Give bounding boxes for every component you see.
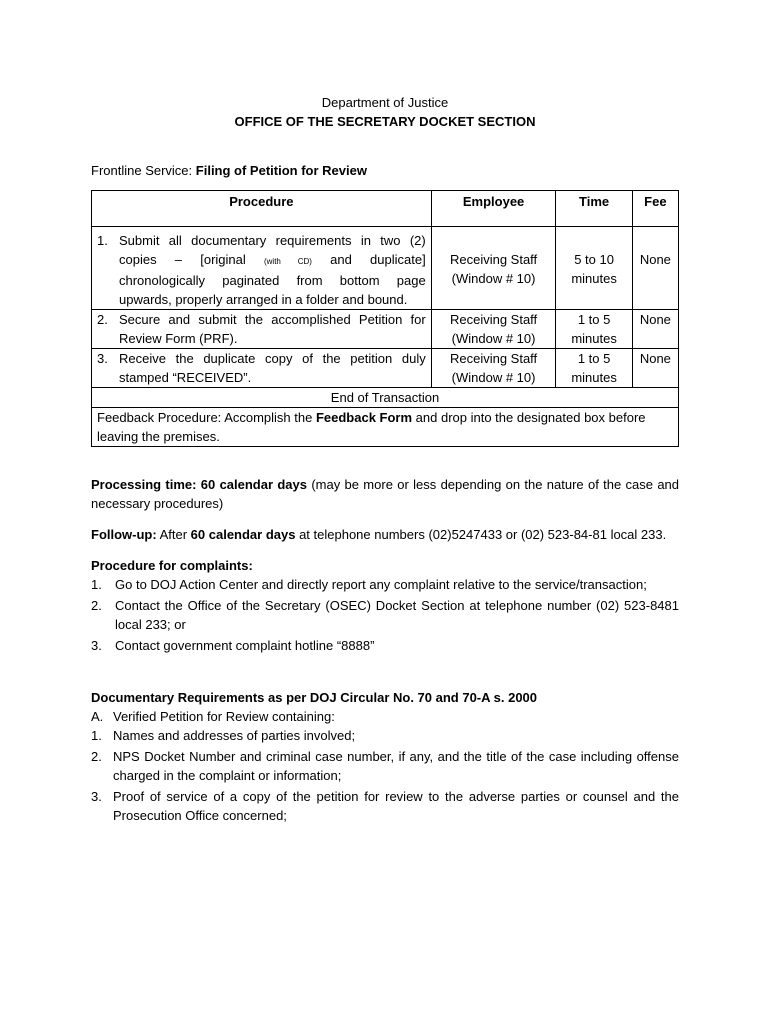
header-fee: Fee	[632, 191, 678, 227]
procedure-cell	[92, 349, 432, 388]
step-number: 1.	[97, 233, 108, 248]
employee-cell: Receiving Staff (Window # 10)	[431, 349, 556, 388]
requirements-a	[91, 707, 679, 726]
feedback-row	[92, 408, 679, 447]
step-text: Receive the duplicate copy of the petition duly stamped “RECEIVED”.	[119, 351, 426, 385]
item-text: Verified Petition for Review containing:	[113, 709, 335, 724]
header-employee: Employee	[431, 191, 556, 227]
item-number: 1.	[91, 728, 102, 743]
end-transaction: End of Transaction	[92, 388, 679, 408]
employee-cell: Receiving Staff (Window # 10)	[431, 310, 556, 349]
fee-cell: None	[632, 227, 678, 310]
step-number: 2.	[97, 312, 108, 327]
requirements-list	[91, 726, 679, 825]
item-text: NPS Docket Number and criminal case number, if any, and the title of the case including offense charged in the complaint or information;	[113, 749, 679, 783]
item-number: 3.	[91, 789, 102, 804]
item-number: 3.	[91, 638, 102, 653]
table-header-row	[92, 191, 679, 227]
frontline-service-name: Filing of Petition for Review	[195, 163, 367, 178]
processing-time	[91, 475, 679, 513]
list-item	[91, 747, 679, 785]
step-text	[119, 231, 426, 309]
complaints-title: Procedure for complaints:	[91, 558, 253, 573]
table-row	[92, 227, 679, 310]
header-procedure: Procedure	[92, 191, 432, 227]
employee-cell: Receiving Staff (Window # 10)	[431, 227, 556, 310]
item-text: Contact government complaint hotline “8888”	[115, 638, 375, 653]
feedback-procedure	[92, 408, 679, 447]
end-transaction-row	[92, 388, 679, 408]
time-cell: 1 to 5 minutes	[556, 349, 632, 388]
header-time: Time	[556, 191, 632, 227]
list-item	[91, 575, 679, 594]
list-item	[91, 596, 679, 634]
item-number: 2.	[91, 749, 102, 764]
item-text: Proof of service of a copy of the petition for review to the adverse parties or counsel and the Prosecution Office concerned;	[113, 789, 679, 823]
list-item	[91, 787, 679, 825]
list-item	[91, 707, 679, 726]
document-page	[91, 93, 679, 825]
item-number: 1.	[91, 577, 102, 592]
processing-text: (may be more or less depending on the nature of the case and necessary procedures)	[91, 477, 680, 511]
procedure-cell	[92, 310, 432, 349]
step-number: 3.	[97, 351, 108, 366]
step-text: Secure and submit the accomplished Petition for Review Form (PRF).	[119, 312, 426, 346]
frontline-label: Frontline Service	[91, 163, 189, 178]
procedure-cell	[92, 227, 432, 310]
list-item	[91, 636, 679, 655]
step-text-small: (with CD)	[263, 257, 312, 266]
item-text: Names and addresses of parties involved;	[113, 728, 356, 743]
table-row	[92, 310, 679, 349]
time-cell: 5 to 10 minutes	[556, 227, 632, 310]
feedback-text: and drop into the designated box before leaving the premises.	[97, 410, 646, 444]
list-item	[91, 726, 679, 745]
requirements-title: Documentary Requirements as per DOJ Circular No. 70 and 70-A s. 2000	[91, 690, 538, 705]
frontline-colon: :	[188, 163, 196, 178]
follow-up-days: 60 calendar days	[190, 527, 296, 542]
follow-up-text: After	[156, 527, 191, 542]
feedback-text: Feedback Procedure: Accomplish the	[97, 410, 316, 425]
department-name: Department of Justice	[321, 95, 449, 110]
complaints-list	[91, 575, 679, 655]
follow-up-text: at telephone numbers (02)5247433 or (02) 523-84-81 local 233.	[295, 527, 667, 542]
step-text-part: and duplicate] chronologically paginated from bottom page upwards, properly arranged in a folder and bound.	[119, 252, 426, 307]
fee-cell: None	[632, 349, 678, 388]
processing-label: Processing time: 60 calendar days	[91, 477, 307, 492]
item-label: A.	[91, 709, 104, 724]
follow-up	[91, 525, 679, 544]
office-title: OFFICE OF THE SECRETARY DOCKET SECTION	[234, 114, 536, 129]
item-text: Go to DOJ Action Center and directly report any complaint relative to the service/transaction;	[115, 577, 647, 592]
frontline-service	[91, 161, 679, 180]
time-cell: 1 to 5 minutes	[556, 310, 632, 349]
step-text-part: Submit all documentary requirements in two (2) copies – [original	[119, 233, 426, 267]
procedure-table	[91, 190, 679, 447]
fee-cell: None	[632, 310, 678, 349]
table-row	[92, 349, 679, 388]
feedback-form-label: Feedback Form	[315, 410, 413, 425]
item-text: Contact the Office of the Secretary (OSEC) Docket Section at telephone number (02) 523-8481 local 233; or	[115, 598, 679, 632]
item-number: 2.	[91, 598, 102, 613]
follow-up-label: Follow-up:	[91, 527, 157, 542]
